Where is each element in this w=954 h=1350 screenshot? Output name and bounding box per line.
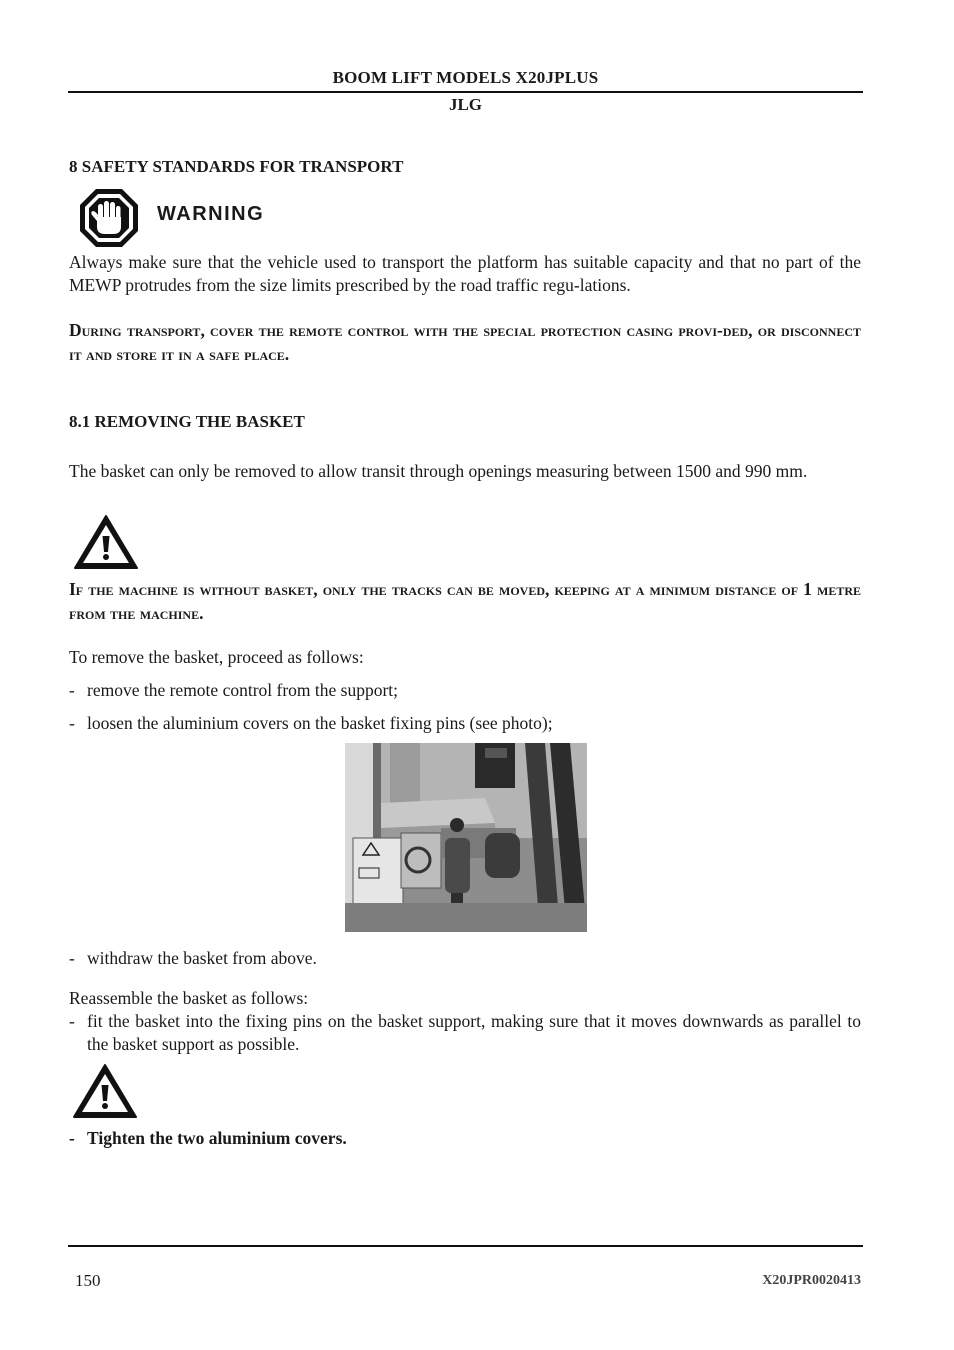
- warning-text: Always make sure that the vehicle used to transport the platform has suitable capacity and that no part of the MEWP protrudes from the size limits prescribed by the road traffic regu-lations.: [69, 252, 861, 295]
- stop-hand-icon: [78, 187, 140, 249]
- remove-step-text: remove the remote control from the support;: [87, 680, 399, 700]
- basket-caution-text: If the machine is without basket, only the tracks can be moved, keeping at a minimum distance of 1 metre from the machine.: [69, 579, 861, 623]
- remove-step: [69, 947, 861, 970]
- reassemble-step-text: fit the basket into the fixing pins on the basket support, making sure that it moves downwards as parallel to the basket support as possible.: [87, 1011, 861, 1054]
- reassemble-intro-text: Reassemble the basket as follows:: [69, 988, 309, 1008]
- footer-rule: [68, 1245, 863, 1247]
- remove-step: [69, 679, 861, 702]
- remove-intro-text: To remove the basket, proceed as follows:: [69, 647, 364, 667]
- section-heading: 8 SAFETY STANDARDS FOR TRANSPORT: [69, 157, 404, 176]
- subsection-heading: 8.1 REMOVING THE BASKET: [69, 412, 305, 431]
- remove-step-text: withdraw the basket from above.: [87, 948, 317, 968]
- reassemble-step: [69, 1010, 861, 1055]
- document-title: BOOM LIFT MODELS X20JPLUS: [332, 68, 599, 87]
- page-number: 150: [75, 1271, 101, 1290]
- remove-step: [69, 712, 861, 735]
- header-rule: [68, 91, 863, 93]
- brand-name: JLG: [448, 95, 483, 114]
- warning-label: WARNING: [157, 203, 265, 225]
- basket-intro-text: The basket can only be removed to allow transit through openings measuring between 1500 and 990 mm.: [69, 461, 808, 481]
- list-dash: -: [69, 1128, 75, 1148]
- list-dash: -: [69, 680, 75, 700]
- list-dash: -: [69, 948, 75, 968]
- list-dash: -: [69, 713, 75, 733]
- exclamation-triangle-icon: [72, 1063, 138, 1119]
- transport-caution-text: During transport, cover the remote control with the special protection casing provi-ded, or disconnect it and store it in a safe place.: [69, 320, 861, 364]
- remove-step-text: loosen the aluminium covers on the basket fixing pins (see photo);: [87, 713, 553, 733]
- exclamation-triangle-icon: [73, 514, 139, 570]
- final-step-text: Tighten the two aluminium covers.: [87, 1128, 347, 1148]
- final-step: [69, 1127, 861, 1150]
- basket-fixing-pins-photo: [345, 743, 587, 932]
- document-code: X20JPR0020413: [762, 1273, 861, 1288]
- list-dash: -: [69, 1011, 75, 1031]
